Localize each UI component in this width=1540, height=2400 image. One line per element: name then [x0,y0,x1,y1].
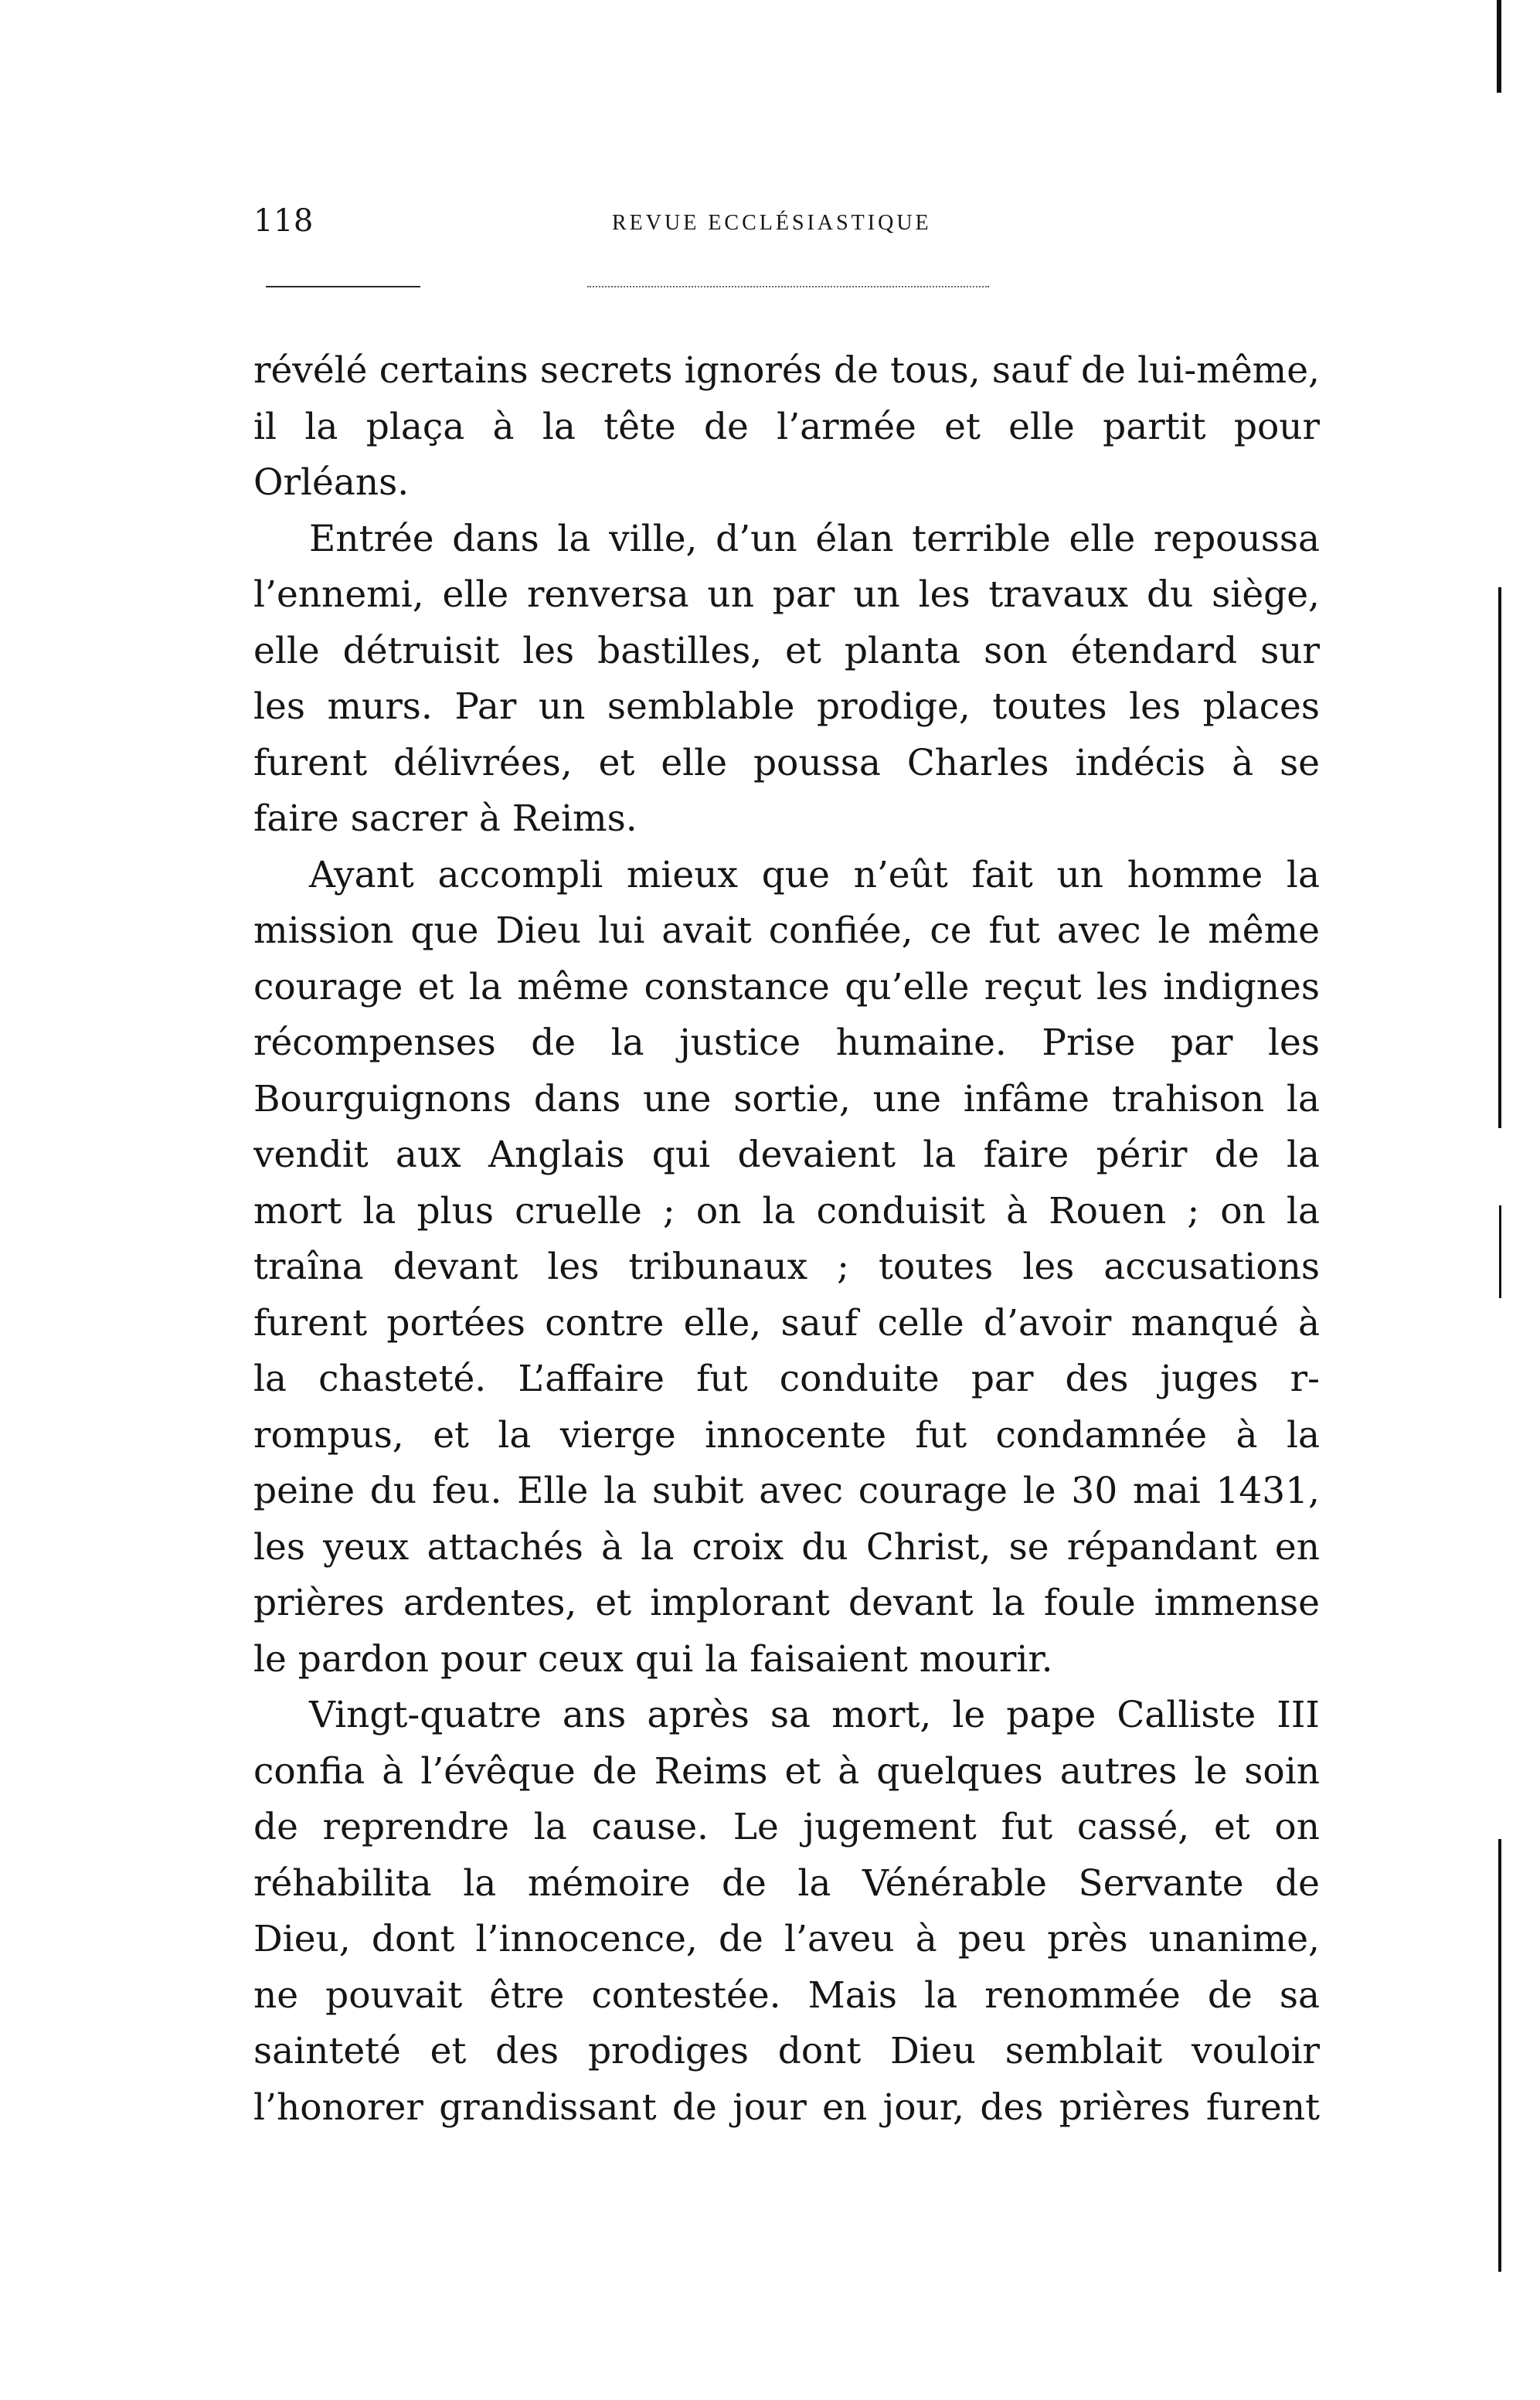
text-line: les yeux attachés à la croix du Christ, se répandant en [253,1525,1320,1569]
text-line: Ayant accompli mieux que n’eût fait un homme la [309,853,1320,896]
header-rule [266,286,420,287]
header-dotted-rule [587,286,989,287]
text-line: Bourguignons dans une sortie, une infâme trahison la [253,1077,1320,1120]
text-line: Entrée dans la ville, d’un élan terrible elle repoussa [309,517,1320,560]
text-line: récompenses de la justice humaine. Prise par les [253,1022,1320,1064]
text-line: les murs. Par un semblable prodige, toutes les places [253,685,1320,728]
text-line: la chasteté. L’affaire fut conduite par des juges r- [253,1358,1320,1400]
text-line: ne pouvait être contestée. Mais la renommée de sa [253,1973,1320,2017]
text-line: le pardon pour ceux qui la faisaient mourir. [253,1637,1053,1681]
page-header [253,202,1320,241]
text-line: elle détruisit les bastilles, et planta son étendard sur [253,629,1320,672]
text-line: Vingt-quatre ans après sa mort, le pape Calliste III [309,1694,1320,1736]
text-line: sainteté et des prodiges dont Dieu semblait vouloir [253,2030,1320,2072]
text-line: mission que Dieu lui avait confiée, ce fut avec le même [253,909,1320,952]
text-line: mort la plus cruelle ; on la conduisit à Rouen ; on la [253,1189,1320,1232]
running-title: REVUE ECCLÉSIASTIQUE [612,211,932,235]
body-text [253,343,1320,2136]
text-line: confia à l’évêque de Reims et à quelques autres le soin [253,1749,1320,1793]
text-line: rompus, et la vierge innocente fut condamnée à la [253,1413,1320,1457]
text-line: Dieu, dont l’innocence, de l’aveu à peu près unanime, [253,1918,1320,1960]
text-line: furent délivrées, et elle poussa Charles indécis à se [253,741,1320,784]
text-line: furent portées contre elle, sauf celle d’avoir manqué à [253,1301,1320,1344]
text-line: de reprendre la cause. Le jugement fut cassé, et on [253,1806,1320,1848]
text-line: réhabilita la mémoire de la Vénérable Servante de [253,1861,1320,1905]
page-edge-mark [1497,0,1501,93]
text-line: courage et la même constance qu’elle reçut les indignes [253,965,1320,1008]
text-line: l’honorer grandissant de jour en jour, des prières furent [253,2086,1320,2129]
text-line: faire sacrer à Reims. [253,797,637,840]
text-line: Orléans. [253,461,410,504]
text-line: peine du feu. Elle la subit avec courage le 30 mai 1431, [253,1470,1320,1512]
text-line: il la plaça à la tête de l’armée et elle partit pour [253,405,1320,448]
text-line: traîna devant les tribunaux ; toutes les accusations [253,1246,1320,1288]
page-edge-mark [1498,587,1501,1128]
text-line: révélé certains secrets ignorés de tous, sauf de lui-même, [253,349,1320,392]
page-edge-mark [1498,1839,1501,2272]
page-edge-mark [1499,1205,1501,1298]
text-line: l’ennemi, elle renversa un par un les travaux du siège, [253,573,1320,616]
page-number: 118 [253,203,314,239]
text-line: prières ardentes, et implorant devant la foule immense [253,1582,1320,1624]
text-line: vendit aux Anglais qui devaient la faire périr de la [253,1134,1320,1176]
